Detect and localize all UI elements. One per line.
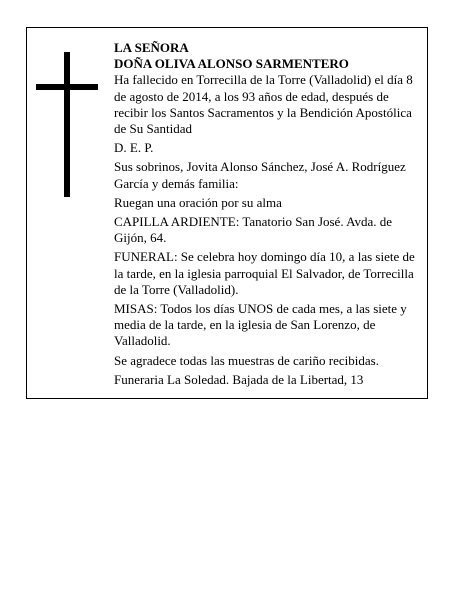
deceased-name: DOÑA OLIVA ALONSO SARMENTERO xyxy=(114,56,349,72)
cross-horizontal-bar xyxy=(36,84,98,90)
cross-vertical-bar xyxy=(64,52,70,197)
dep-abbreviation: D. E. P. xyxy=(114,140,154,156)
notice-title-line-1: LA SEÑORA xyxy=(114,40,189,55)
funeral-home: Funeraria La Soledad. Bajada de la Libertad, 13 xyxy=(114,371,364,387)
prayer-request: Ruegan una oración por su alma xyxy=(114,194,282,210)
chapel-info: CAPILLA ARDIENTE: Tanatorio San José. Avda. de Gijón, 64. xyxy=(114,214,393,246)
funeral-info: FUNERAL: Se celebra hoy domingo día 10, a las siete de la tarde, en la iglesia parroquial El Salvador, de Torrecilla de la Torre (Valladolid). xyxy=(114,249,415,297)
notice-text-block xyxy=(114,40,420,391)
death-announcement: Ha fallecido en Torrecilla de la Torre (Valladolid) el día 8 de agosto de 2014, a los 93 años de edad, después de recibir los Santos Sacramentos y la Bendición Apostólica de Su Santidad xyxy=(114,72,413,137)
masses-info: MISAS: Todos los días UNOS de cada mes, a las siete y media de la tarde, en la iglesia de San Lorenzo, de Valladolid. xyxy=(114,301,407,349)
latin-cross-icon xyxy=(36,52,98,197)
thanks-message: Se agradece todas las muestras de cariño recibidas. xyxy=(114,352,379,368)
family-members: Sus sobrinos, Jovita Alonso Sánchez, José A. Rodríguez García y demás familia: xyxy=(114,159,406,191)
